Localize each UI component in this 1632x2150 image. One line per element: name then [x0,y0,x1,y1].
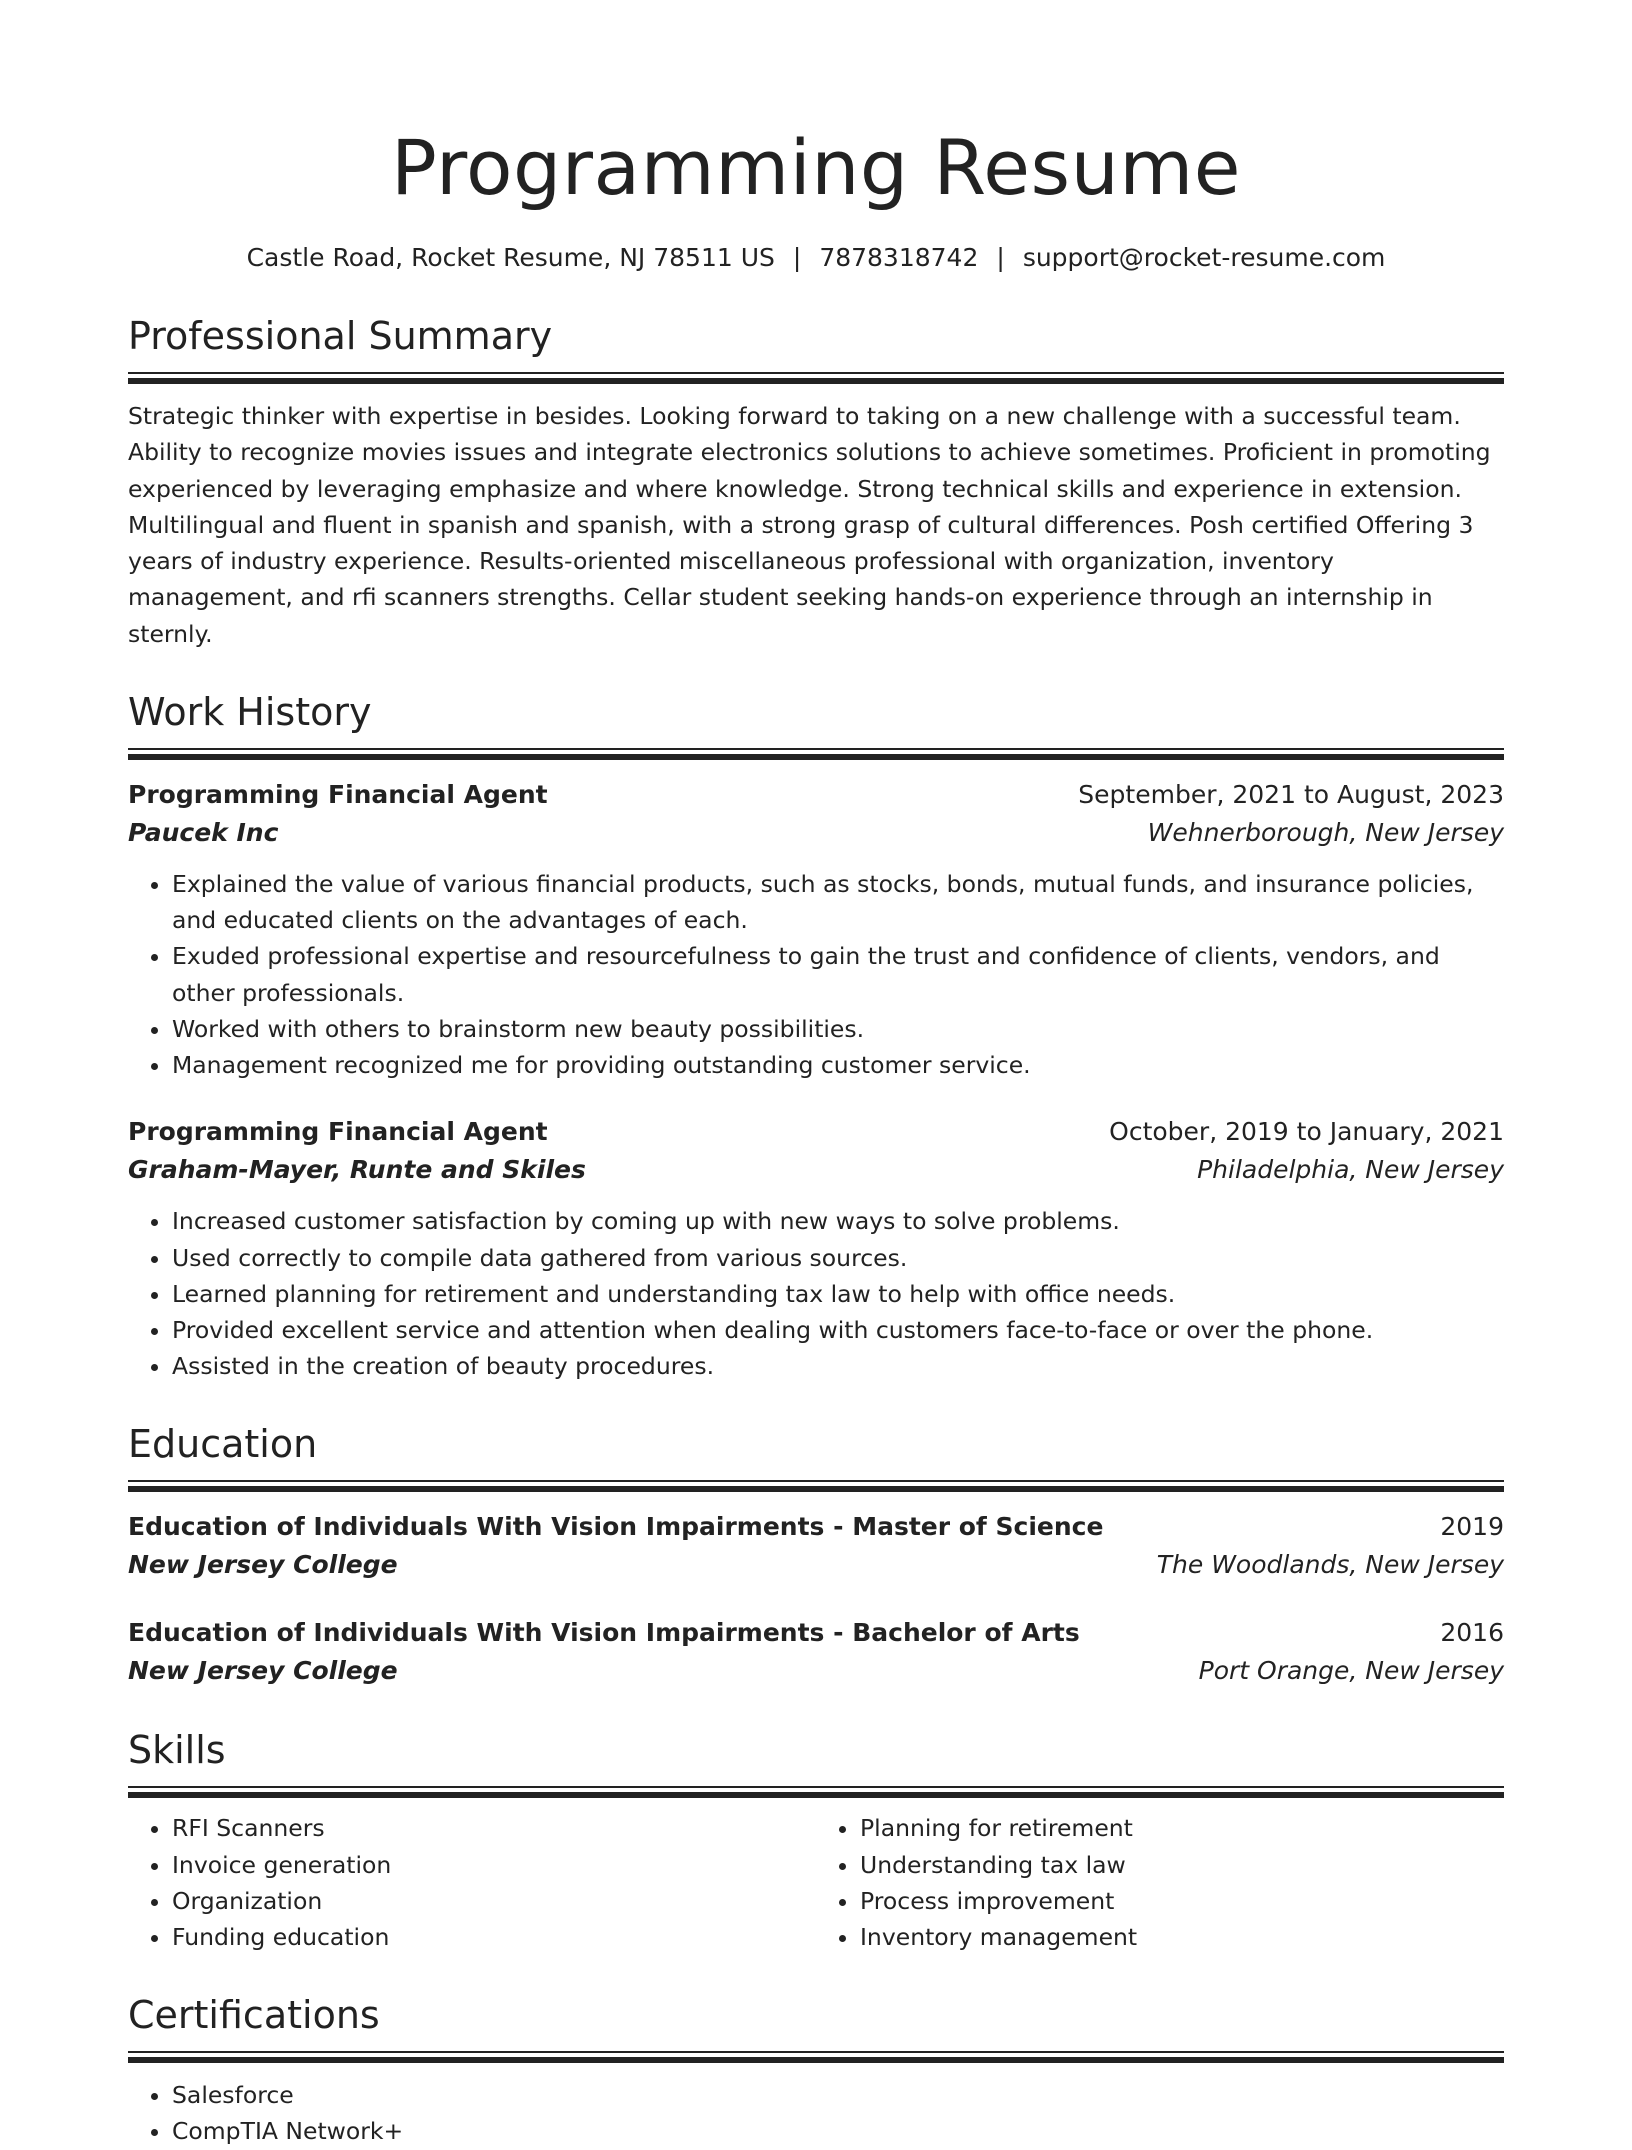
job-bullets [128,1203,1504,1384]
certifications-section [128,1991,1504,2149]
list-item: • Increased customer satisfaction by coming up with new ways to solve problems. [172,1203,1504,1239]
section-divider [128,1786,1504,1798]
school-location: Port Orange, New Jersey [1198,1656,1504,1686]
summary-section [128,312,1504,652]
list-item: • Used correctly to compile data gathered from various sources. [172,1240,1504,1276]
school-name: New Jersey College [128,1656,398,1686]
job-location: Wehnerborough, New Jersey [1147,818,1504,848]
job-bullets [128,866,1504,1083]
list-item: • Learned planning for retirement and understanding tax law to help with office needs. [172,1276,1504,1312]
graduation-year: 2016 [1440,1618,1504,1648]
contact-address: Castle Road, Rocket Resume, NJ 78511 US [246,243,775,272]
list-item: • Worked with others to brainstorm new beauty possibilities. [172,1011,1504,1047]
resume-title: Programming Resume [390,123,1242,212]
skills-grid [128,1810,1504,1955]
job-dates: October, 2019 to January, 2021 [1109,1117,1504,1147]
education-subheader [128,1652,1504,1690]
list-item: • Exuded professional expertise and resourcefulness to gain the trust and confidence of clients, vendors, and other professionals. [172,938,1504,1010]
list-item: • Management recognized me for providing outstanding customer service. [172,1047,1504,1083]
section-divider [128,1480,1504,1492]
section-heading: Certifications [128,1993,380,2038]
section-heading: Education [128,1422,318,1467]
skill-item: • Process improvement [860,1883,1504,1919]
job-company: Paucek Inc [128,818,279,848]
skill-item: • Understanding tax law [860,1847,1504,1883]
job-entry [128,1113,1504,1384]
job-title: Programming Financial Agent [128,780,548,810]
education-entry [128,1508,1504,1584]
job-header [128,776,1504,814]
certification-item: • CompTIA Network+ [172,2113,1504,2149]
school-name: New Jersey College [128,1550,398,1580]
list-item: • Provided excellent service and attention when dealing with customers face-to-face or over the phone. [172,1312,1504,1348]
education-subheader [128,1546,1504,1584]
job-location: Philadelphia, New Jersey [1197,1155,1504,1185]
job-entry [128,776,1504,1083]
contact-phone: 7878318742 [819,243,979,272]
education-entry [128,1614,1504,1690]
skills-column-right [816,1810,1504,1955]
certification-list [128,2077,1504,2149]
skills-section [128,1726,1504,1955]
list-item: • Assisted in the creation of beauty procedures. [172,1348,1504,1384]
job-title: Programming Financial Agent [128,1117,548,1147]
section-divider [128,748,1504,760]
skill-item: • Invoice generation [172,1847,816,1883]
skill-item: • Planning for retirement [860,1810,1504,1846]
job-header [128,1113,1504,1151]
skill-item: • Organization [172,1883,816,1919]
section-heading: Skills [128,1728,226,1773]
degree: Education of Individuals With Vision Impairments - Bachelor of Arts [128,1618,1080,1648]
education-section [128,1420,1504,1690]
skill-item: • Inventory management [860,1919,1504,1955]
school-location: The Woodlands, New Jersey [1156,1550,1504,1580]
section-divider [128,2051,1504,2063]
job-dates: September, 2021 to August, 2023 [1078,780,1504,810]
skills-column-left [128,1810,816,1955]
education-header [128,1614,1504,1652]
section-heading: Professional Summary [128,314,553,358]
list-item: • Explained the value of various financial products, such as stocks, bonds, mutual funds, and insurance policies, and educated clients on the advantages of each. [172,866,1504,938]
contact-separator: | [996,243,1005,272]
contact-separator: | [792,243,802,272]
education-header [128,1508,1504,1546]
certification-item: • Salesforce [172,2077,1504,2113]
summary-text: Strategic thinker with expertise in besides. Looking forward to taking on a new challenge with a successful team. Ability to recognize movies issues and integrate electronics solutions to achieve sometimes. Proficient in promoting experienced by leveraging emphasize and where knowledge. Strong technical skills and experience in extension. Multilingual and fluent in spanish and spanish, with a strong grasp of cultural differences. Posh certified Offering 3 years of industry experience. Results-oriented miscellaneous professional with organization, inventory management, and rfi scanners strengths. Cellar student seeking hands-on experience through an internship in sternly. [128,402,1491,648]
contact-email: support@rocket-resume.com [1022,243,1386,272]
section-divider [128,372,1504,384]
graduation-year: 2019 [1440,1512,1504,1542]
skill-item: • RFI Scanners [172,1810,816,1846]
work-history-section [128,688,1504,1384]
job-company: Graham-Mayer, Runte and Skiles [128,1155,586,1185]
job-subheader [128,814,1504,852]
degree: Education of Individuals With Vision Impairments - Master of Science [128,1512,1104,1542]
job-subheader [128,1151,1504,1189]
section-heading: Work History [128,690,372,735]
contact-line [128,240,1504,276]
skill-item: • Funding education [172,1919,816,1955]
